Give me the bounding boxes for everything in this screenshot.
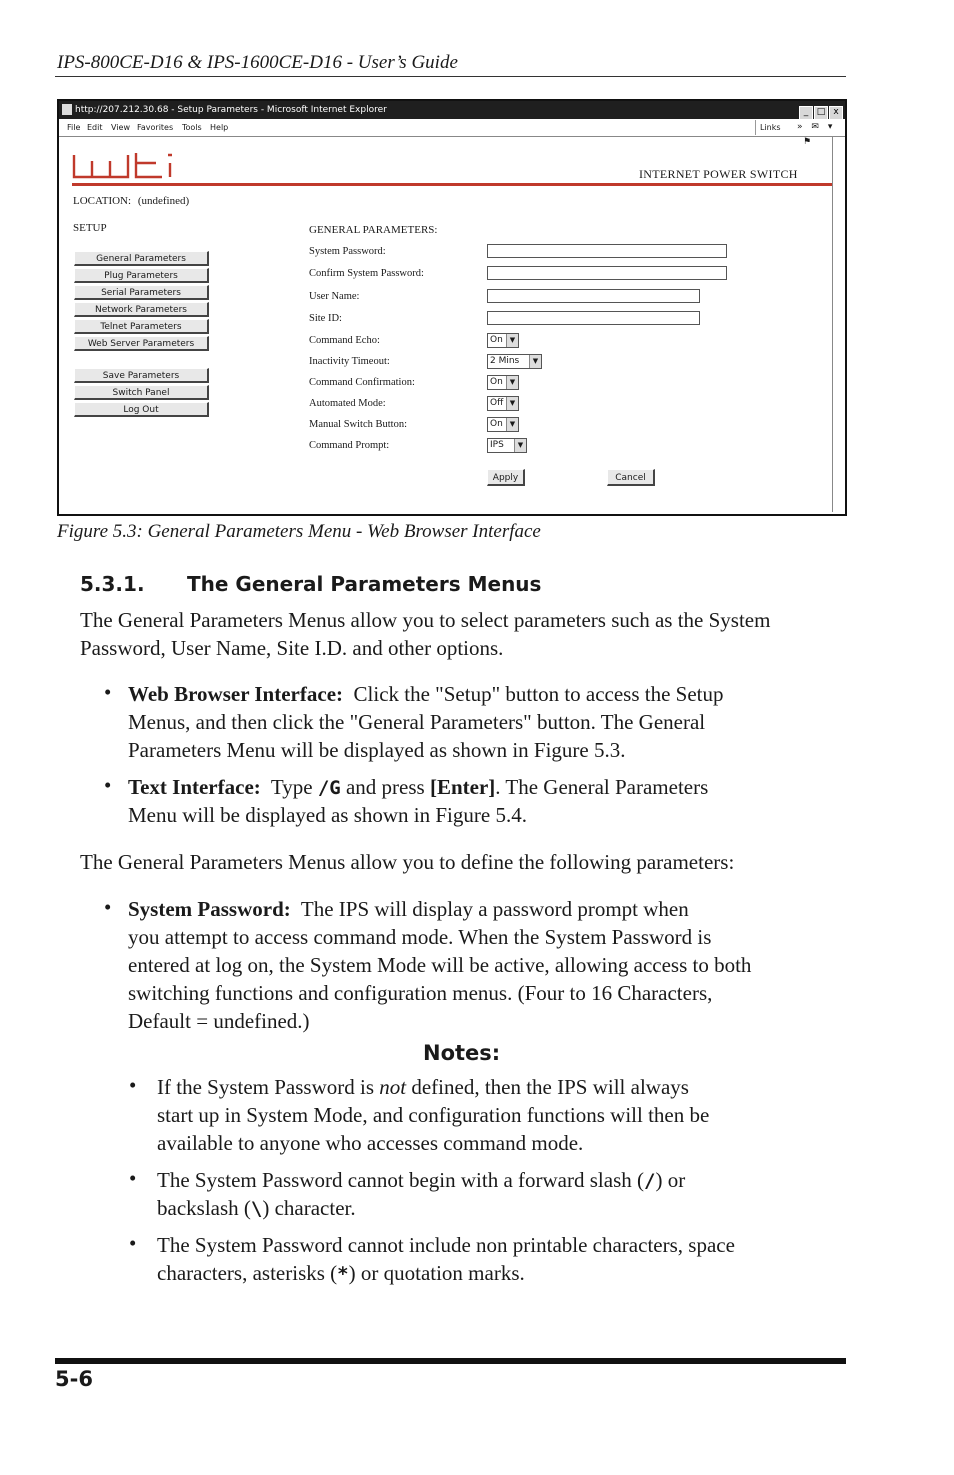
automated-mode-select[interactable] — [487, 396, 519, 411]
menu-tools[interactable]: Tools — [182, 123, 202, 132]
chevron-down-icon: ▼ — [514, 439, 526, 452]
inactivity-timeout-value: 2 Mins — [490, 356, 520, 366]
product-title: INTERNET POWER SWITCH — [639, 167, 798, 181]
inactivity-timeout-label: Inactivity Timeout: — [309, 356, 390, 367]
note3-text-a: characters, asterisks ( — [157, 1261, 338, 1285]
confirm-password-input[interactable] — [487, 266, 727, 280]
system-password-line4: switching functions and configuration menus. (Four to 16 Characters, — [128, 981, 713, 1005]
notes-colon: : — [491, 1041, 501, 1065]
web-server-parameters-button[interactable]: Web Server Parameters — [74, 336, 209, 351]
section-title: The General Parameters Menus — [187, 572, 542, 596]
note-bullet: • — [129, 1073, 137, 1097]
note1-line1 — [157, 1073, 689, 1101]
chevron-down-icon: ▼ — [506, 418, 518, 431]
system-password-term: System Password: — [128, 897, 291, 921]
system-password-line2: you attempt to access command mode. When the System Password is — [128, 925, 712, 949]
toolbar-icons — [797, 120, 845, 150]
chevron-down-icon: ▼ — [506, 376, 518, 389]
command-echo-label: Command Echo: — [309, 335, 380, 346]
title-rule — [72, 183, 832, 186]
running-head: IPS-800CE-D16 & IPS-1600CE-D16 - User’s Guide — [57, 52, 458, 73]
note-bullet: • — [129, 1231, 137, 1255]
bullet-marker: • — [104, 680, 112, 704]
note-bullet: • — [129, 1166, 137, 1190]
network-parameters-button[interactable]: Network Parameters — [74, 302, 209, 317]
web-interface-line3: Parameters Menu will be displayed as shown in Figure 5.3. — [128, 738, 626, 762]
text-interface-line1 — [128, 773, 708, 802]
chevron-down-icon: ▼ — [506, 397, 518, 410]
inactivity-timeout-select[interactable] — [487, 354, 542, 369]
system-password-line3: entered at log on, the System Mode will be active, allowing access to both — [128, 953, 752, 977]
note2-text-d: ) character. — [262, 1196, 356, 1220]
command-prompt-label: Command Prompt: — [309, 440, 390, 451]
setup-label: SETUP — [73, 222, 107, 234]
windows-flag-icon: ⚑ — [803, 137, 812, 147]
menu-help[interactable]: Help — [210, 123, 229, 132]
menu-file[interactable]: File — [67, 123, 81, 132]
minimize-button[interactable]: _ — [799, 106, 813, 120]
figure-caption: Figure 5.3: General Parameters Menu - Web Browser Interface — [57, 521, 541, 542]
note2-text-b: ) or — [655, 1168, 686, 1192]
text-interface-type: Type — [270, 775, 313, 799]
note2-line2 — [157, 1194, 356, 1223]
location-line — [73, 195, 189, 207]
plug-parameters-button[interactable]: Plug Parameters — [74, 268, 209, 283]
links-button[interactable]: Links — [755, 120, 781, 135]
system-password-line1 — [128, 895, 689, 923]
serial-parameters-button[interactable]: Serial Parameters — [74, 285, 209, 300]
web-interface-line1 — [128, 680, 724, 708]
asterisk-char: * — [337, 1263, 349, 1285]
general-parameters-button[interactable]: General Parameters — [74, 251, 209, 266]
note1-text-b: defined, then the IPS will always — [411, 1075, 689, 1099]
note3-line1: The System Password cannot include non printable characters, space — [157, 1233, 735, 1257]
confirm-password-label: Confirm System Password: — [309, 268, 424, 279]
command-prompt-value: IPS — [490, 440, 504, 450]
command-confirmation-select[interactable] — [487, 375, 519, 390]
footer-rule — [55, 1358, 846, 1364]
system-password-line5: Default = undefined.) — [128, 1009, 310, 1033]
chevron-down-icon: ▼ — [506, 334, 518, 347]
close-button[interactable]: x — [829, 106, 843, 120]
system-password-label: System Password: — [309, 246, 386, 257]
section-number: 5.3.1. — [80, 572, 145, 596]
telnet-parameters-button[interactable]: Telnet Parameters — [74, 319, 209, 334]
text-interface-line2: Menu will be displayed as shown in Figure 5.4. — [128, 803, 527, 827]
print-icon[interactable]: ▾ — [827, 122, 833, 132]
notes-title: Notes — [423, 1041, 492, 1065]
user-name-label: User Name: — [309, 291, 360, 302]
user-name-input[interactable] — [487, 289, 700, 303]
location-label: LOCATION: — [73, 195, 132, 207]
text-interface-rest: . The General Parameters — [495, 775, 709, 799]
chevron-down-icon: ▼ — [529, 355, 541, 368]
chevron-right-icon[interactable]: » — [797, 122, 803, 132]
system-password-text: The IPS will display a password prompt when — [300, 897, 689, 921]
form-heading: GENERAL PARAMETERS: — [309, 224, 438, 236]
web-interface-label: Web Browser Interface: — [128, 682, 344, 706]
maximize-button[interactable]: □ — [814, 106, 828, 120]
section-heading — [80, 572, 541, 596]
location-value: (undefined) — [137, 195, 190, 207]
text-interface-label: Text Interface: — [128, 775, 261, 799]
menu-favorites[interactable]: Favorites — [137, 123, 174, 132]
bullet-marker: • — [104, 773, 112, 797]
manual-switch-button-select[interactable] — [487, 417, 519, 432]
intro-paragraph: The General Parameters Menus allow you to select parameters such as the System Password, User Name, Site I.D. and other options. — [80, 608, 771, 660]
content-scrollbar[interactable] — [832, 137, 833, 512]
menu-edit[interactable]: Edit — [87, 123, 103, 132]
forward-slash-char: / — [644, 1170, 656, 1192]
note3-text-b: ) or quotation marks. — [348, 1261, 525, 1285]
define-paragraph: The General Parameters Menus allow you to define the following parameters: — [80, 850, 735, 874]
note3-line2 — [157, 1259, 525, 1288]
note2-text-c: backslash ( — [157, 1196, 251, 1220]
header-rule — [55, 76, 846, 77]
wti-logo — [72, 151, 182, 181]
backslash-char: \ — [250, 1198, 263, 1220]
note1-text-a: If the System Password is — [157, 1075, 374, 1099]
command-code: /G — [317, 777, 341, 799]
site-id-input[interactable] — [487, 311, 700, 325]
site-id-label: Site ID: — [309, 313, 342, 324]
apply-button[interactable]: Apply — [487, 469, 525, 486]
manual-switch-button-label: Manual Switch Button: — [309, 419, 407, 430]
automated-mode-value: Off — [490, 398, 504, 408]
switch-panel-button[interactable]: Switch Panel — [74, 385, 209, 400]
note2-text-a: The System Password cannot begin with a forward slash ( — [157, 1168, 644, 1192]
menu-view[interactable]: View — [111, 123, 130, 132]
text-interface-and: and press — [345, 775, 425, 799]
notes-heading — [423, 1041, 500, 1065]
mail-icon[interactable]: ✉ — [811, 122, 819, 132]
ie-icon — [62, 104, 72, 115]
automated-mode-label: Automated Mode: — [309, 398, 386, 409]
note2-line1 — [157, 1166, 685, 1195]
command-prompt-select[interactable] — [487, 438, 527, 453]
menu-bar — [59, 119, 845, 137]
note1-line3: available to anyone who accesses command mode. — [157, 1131, 584, 1155]
note1-not: not — [379, 1075, 407, 1099]
browser-titlebar — [59, 101, 845, 119]
log-out-button[interactable]: Log Out — [74, 402, 209, 417]
bullet-marker: • — [104, 895, 112, 919]
page-number: 5-6 — [55, 1367, 93, 1391]
command-echo-value: On — [490, 335, 503, 345]
enter-key: [Enter] — [429, 775, 496, 799]
note1-line2: start up in System Mode, and configuration functions will then be — [157, 1103, 710, 1127]
web-interface-line2: Menus, and then click the "General Parameters" button. The General — [128, 710, 706, 734]
manual-switch-button-value: On — [490, 419, 503, 429]
command-confirmation-label: Command Confirmation: — [309, 377, 415, 388]
command-confirmation-value: On — [490, 377, 503, 387]
browser-window — [57, 99, 847, 516]
browser-title: http://207.212.30.68 - Setup Parameters - Microsoft Internet Explorer — [75, 105, 387, 115]
system-password-input[interactable] — [487, 244, 727, 258]
cancel-button[interactable]: Cancel — [607, 469, 655, 486]
save-parameters-button[interactable]: Save Parameters — [74, 368, 209, 383]
command-echo-select[interactable] — [487, 333, 519, 348]
web-interface-text: Click the "Setup" button to access the Setup — [353, 682, 724, 706]
